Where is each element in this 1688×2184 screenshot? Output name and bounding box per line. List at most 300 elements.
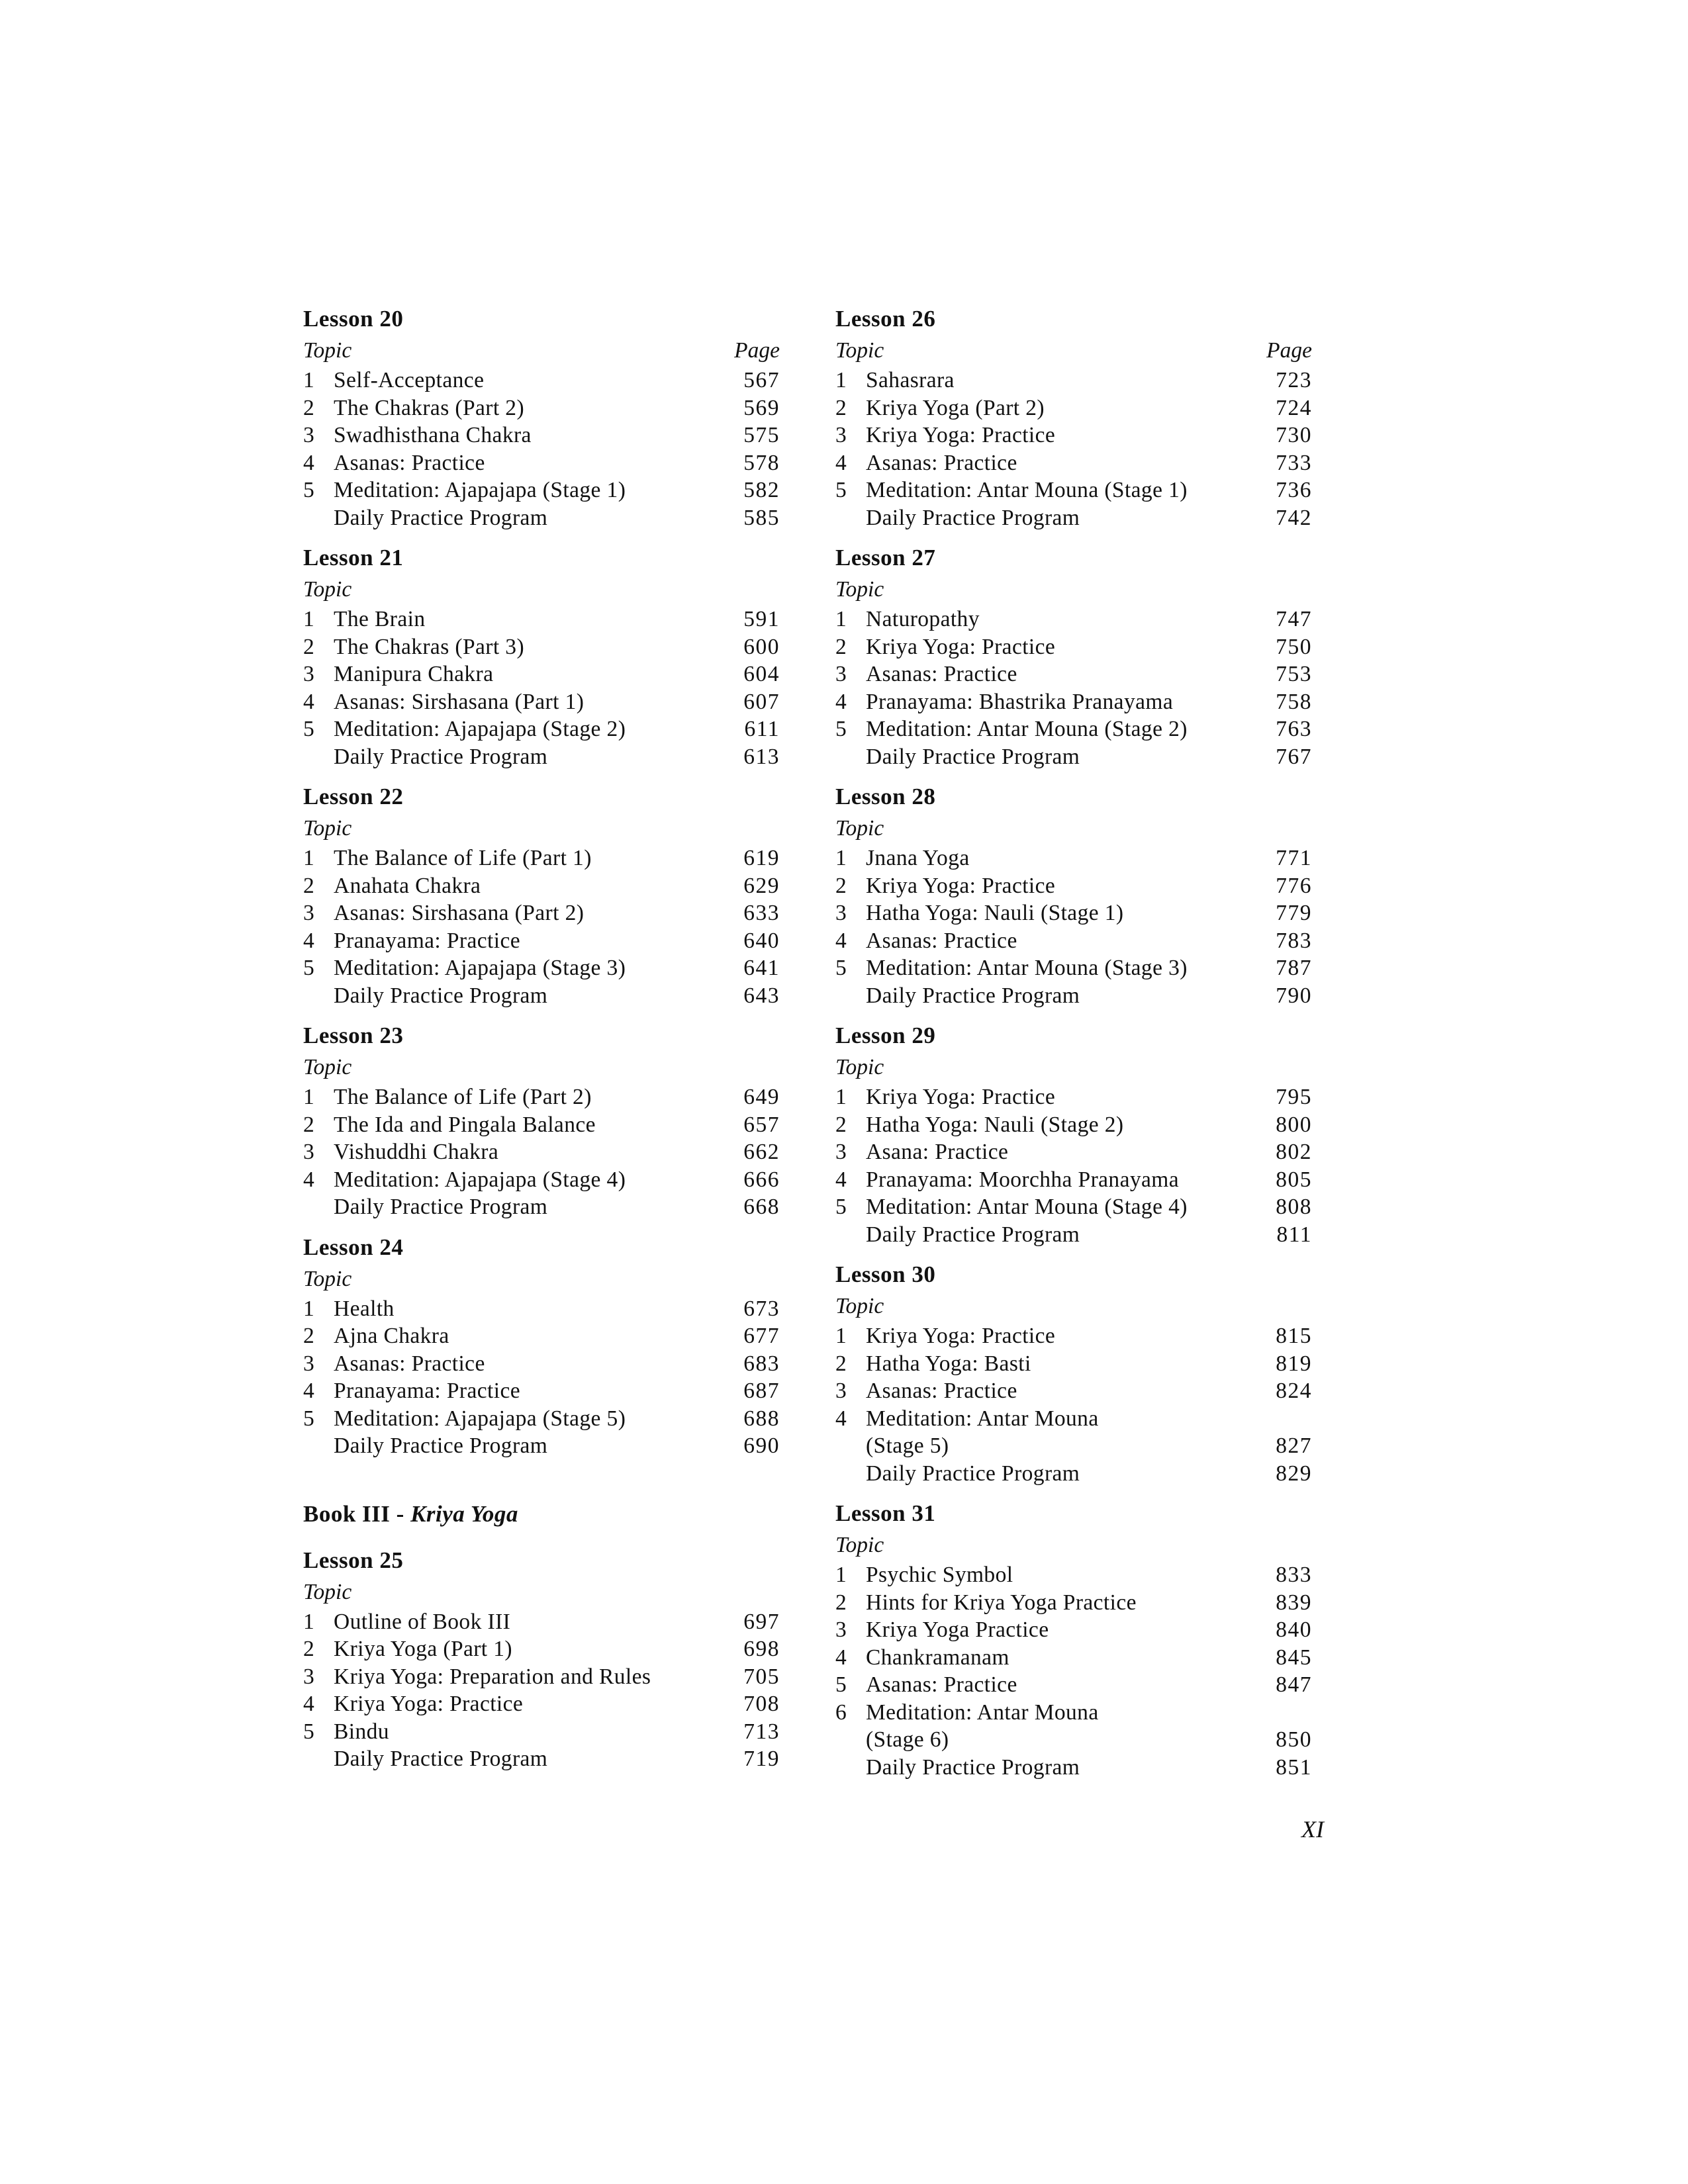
entry-number: 1 — [835, 1324, 847, 1348]
entry-title: Pranayama: Bhastrika Pranayama — [866, 689, 1174, 714]
entry-number: 2 — [835, 1112, 847, 1137]
toc-entry — [303, 1663, 780, 1691]
entry-title: Meditation: Ajapajapa (Stage 2) — [334, 717, 626, 741]
entry-page: 633 — [743, 901, 780, 925]
entry-title: Hatha Yoga: Basti — [866, 1351, 1031, 1376]
entry-title: Vishuddhi Chakra — [334, 1140, 499, 1164]
toc-entry — [835, 1561, 1312, 1589]
toc-entry — [303, 633, 780, 661]
entry-number: 3 — [303, 1351, 314, 1376]
entry-number: 1 — [303, 368, 314, 392]
entry-title: Sahasrara — [866, 368, 955, 392]
entry-title: Kriya Yoga: Practice — [866, 1324, 1056, 1348]
toc-entry — [303, 504, 780, 532]
entry-number: 1 — [303, 607, 314, 631]
topic-header — [303, 1576, 780, 1608]
entry-page: 763 — [1276, 717, 1312, 741]
entry-title: Health — [334, 1296, 395, 1321]
toc-entry — [303, 394, 780, 422]
entry-page: 611 — [744, 717, 780, 741]
topic-label: Topic — [835, 577, 884, 602]
toc-entry — [303, 954, 780, 982]
entry-page: 619 — [743, 846, 780, 870]
entry-title: Self-Acceptance — [334, 368, 485, 392]
toc-entry — [303, 1377, 780, 1405]
entry-title: The Chakras (Part 2) — [334, 395, 525, 420]
entry-number: 1 — [303, 846, 314, 870]
entry-number: 5 — [303, 478, 314, 502]
entry-page: 730 — [1276, 423, 1312, 447]
toc-entry — [303, 715, 780, 743]
entry-title: The Brain — [334, 607, 426, 631]
toc-entry — [835, 1616, 1312, 1644]
entry-page: 767 — [1276, 744, 1312, 769]
entry-page: 787 — [1276, 956, 1312, 980]
lesson-title: Lesson 25 — [303, 1547, 404, 1573]
entry-page: 847 — [1276, 1672, 1312, 1697]
entry-number: 5 — [303, 717, 314, 741]
entry-page: 839 — [1276, 1590, 1312, 1615]
lesson-block — [303, 1232, 780, 1460]
entry-page: 662 — [743, 1140, 780, 1164]
topic-label: Topic — [303, 1266, 352, 1291]
book-heading-title: Kriya Yoga — [410, 1500, 518, 1527]
entry-page: 591 — [743, 607, 780, 631]
entry-title: Hatha Yoga: Nauli (Stage 2) — [866, 1112, 1124, 1137]
toc-entry — [835, 982, 1312, 1010]
toc-entry — [303, 660, 780, 688]
toc-entry — [835, 1460, 1312, 1488]
entry-number: 3 — [303, 1140, 314, 1164]
entry-title: Daily Practice Program — [866, 1461, 1080, 1486]
entry-page: 600 — [743, 634, 780, 659]
toc-entry — [303, 422, 780, 449]
entry-page: 643 — [743, 983, 780, 1008]
topic-label: Topic — [303, 577, 352, 602]
toc-entry — [303, 1718, 780, 1746]
entry-number: 4 — [835, 928, 847, 953]
page-label: Page — [1266, 338, 1312, 363]
entry-title: Kriya Yoga: Practice — [866, 873, 1056, 898]
topic-label: Topic — [303, 816, 352, 841]
entry-title: Jnana Yoga — [866, 846, 970, 870]
lesson-block — [835, 781, 1312, 1009]
lesson-title: Lesson 23 — [303, 1023, 404, 1048]
entry-page: 776 — [1276, 873, 1312, 898]
lesson-block — [835, 1498, 1312, 1781]
entry-page: 668 — [743, 1195, 780, 1219]
lesson-title: Lesson 27 — [835, 545, 936, 570]
entry-title: Naturopathy — [866, 607, 980, 631]
topic-header — [835, 813, 1312, 844]
entry-page: 705 — [743, 1664, 780, 1689]
entry-page: 708 — [743, 1692, 780, 1716]
toc-entry — [835, 1671, 1312, 1699]
entry-page: 604 — [743, 662, 780, 686]
entry-page: 640 — [743, 928, 780, 953]
entry-page: 851 — [1276, 1754, 1312, 1780]
toc-entry — [835, 394, 1312, 422]
entry-title: Meditation: Antar Mouna (Stage 4) — [866, 1195, 1188, 1219]
entry-page: 800 — [1276, 1112, 1312, 1137]
entry-page: 795 — [1276, 1085, 1312, 1109]
toc-entry — [835, 688, 1312, 716]
entry-page: 657 — [743, 1112, 780, 1137]
entry-title: Swadhisthana Chakra — [334, 423, 532, 447]
toc-entry — [835, 367, 1312, 394]
entry-title: Pranayama: Practice — [334, 1379, 520, 1403]
entry-number: 5 — [835, 478, 847, 502]
toc-entry — [303, 1635, 780, 1663]
entry-title: Kriya Yoga: Preparation and Rules — [334, 1664, 651, 1689]
entry-page: 683 — [743, 1351, 780, 1376]
toc-entry — [835, 1111, 1312, 1139]
entry-number: 1 — [303, 1085, 314, 1109]
entry-title: Chankramanam — [866, 1645, 1009, 1670]
entry-number: 3 — [835, 662, 847, 686]
entry-number: 3 — [835, 901, 847, 925]
entry-title: Hatha Yoga: Nauli (Stage 1) — [866, 901, 1124, 925]
toc-entry — [835, 1699, 1312, 1727]
entry-title: Kriya Yoga: Practice — [866, 1085, 1056, 1109]
entry-page: 811 — [1276, 1222, 1312, 1247]
toc-entry — [303, 743, 780, 771]
entry-page: 666 — [743, 1167, 780, 1192]
topic-header — [835, 1529, 1312, 1561]
entry-title: Asanas: Practice — [334, 1351, 485, 1376]
entry-number: 1 — [835, 607, 847, 631]
toc-entry — [835, 1193, 1312, 1221]
entry-page: 677 — [743, 1324, 780, 1348]
toc-column-left — [303, 303, 780, 1784]
entry-number: 1 — [835, 368, 847, 392]
entry-number: 3 — [303, 423, 314, 447]
lesson-block — [303, 1545, 780, 1773]
topic-label: Topic — [835, 338, 884, 363]
toc-entry — [303, 1350, 780, 1378]
entry-number: 4 — [303, 1379, 314, 1403]
toc-entry — [835, 1221, 1312, 1249]
entry-number: 1 — [303, 1609, 314, 1634]
entry-page: 690 — [743, 1433, 780, 1458]
entry-title: Meditation: Antar Mouna (Stage 3) — [866, 956, 1188, 980]
entry-page: 641 — [743, 956, 780, 980]
entry-page: 753 — [1276, 662, 1312, 686]
entry-title: Daily Practice Program — [334, 1433, 548, 1458]
entry-number: 2 — [303, 1637, 314, 1661]
entry-number: 2 — [303, 873, 314, 898]
entry-number: 3 — [303, 901, 314, 925]
topic-header — [835, 335, 1312, 367]
book-heading-prefix: Book III - — [303, 1500, 411, 1527]
entry-title: Daily Practice Program — [334, 983, 548, 1008]
entry-page: 833 — [1276, 1563, 1312, 1587]
entry-number: 2 — [303, 1112, 314, 1137]
toc-entry — [835, 504, 1312, 532]
lesson-block — [303, 542, 780, 770]
toc-entry — [835, 1083, 1312, 1111]
toc-entry — [303, 1745, 780, 1773]
entry-page: 802 — [1276, 1140, 1312, 1164]
toc-entry — [303, 1193, 780, 1221]
entry-page: 827 — [1276, 1433, 1312, 1458]
entry-number: 1 — [835, 846, 847, 870]
entry-title: Asanas: Practice — [334, 450, 485, 475]
topic-label: Topic — [303, 1579, 352, 1604]
toc-entry — [835, 660, 1312, 688]
toc-entry — [303, 1295, 780, 1323]
entry-title: The Chakras (Part 3) — [334, 634, 525, 659]
entry-number: 2 — [835, 873, 847, 898]
toc-entry — [835, 633, 1312, 661]
entry-number: 3 — [303, 662, 314, 686]
entry-title: Daily Practice Program — [334, 744, 548, 769]
entry-number: 5 — [303, 956, 314, 980]
toc-entry — [303, 1322, 780, 1350]
toc-entry — [303, 1405, 780, 1433]
entry-number: 3 — [835, 423, 847, 447]
entry-page: 673 — [743, 1296, 780, 1321]
entry-title: Daily Practice Program — [866, 744, 1080, 769]
entry-title: Meditation: Antar Mouna — [866, 1700, 1099, 1725]
entry-title: Asanas: Practice — [866, 1379, 1017, 1403]
topic-header — [303, 1263, 780, 1295]
toc-entry — [303, 1166, 780, 1194]
toc-entry — [835, 872, 1312, 900]
entry-page: 724 — [1276, 395, 1312, 420]
toc-entry — [835, 1166, 1312, 1194]
entry-title: Meditation: Antar Mouna (Stage 2) — [866, 717, 1188, 741]
entry-page: 829 — [1276, 1461, 1312, 1486]
toc-entry — [303, 844, 780, 872]
entry-number: 5 — [835, 1195, 847, 1219]
lesson-block — [835, 542, 1312, 770]
toc-entry — [303, 1690, 780, 1718]
entry-title: The Ida and Pingala Balance — [334, 1112, 596, 1137]
toc-entry — [835, 606, 1312, 633]
entry-page: 747 — [1276, 607, 1312, 631]
lesson-title: Lesson 22 — [303, 784, 404, 809]
entry-number: 5 — [303, 1719, 314, 1744]
toc-entry — [303, 899, 780, 927]
toc-entry — [303, 606, 780, 633]
entry-title: Meditation: Antar Mouna — [866, 1406, 1099, 1431]
entry-title: Asanas: Sirshasana (Part 2) — [334, 901, 585, 925]
entry-page: 815 — [1276, 1324, 1312, 1348]
toc-entry — [835, 1405, 1312, 1433]
page-label: Page — [734, 338, 780, 363]
entry-title: Pranayama: Moorchha Pranayama — [866, 1167, 1179, 1192]
entry-page: 578 — [743, 450, 780, 475]
topic-label: Topic — [835, 1294, 884, 1318]
entry-number: 4 — [835, 1406, 847, 1431]
entry-number: 2 — [835, 395, 847, 420]
entry-number: 4 — [835, 689, 847, 714]
entry-page: 805 — [1276, 1167, 1312, 1192]
topic-header — [303, 813, 780, 844]
entry-title: Asanas: Practice — [866, 1672, 1017, 1697]
entry-page: 687 — [743, 1379, 780, 1403]
entry-page: 824 — [1276, 1379, 1312, 1403]
entry-number: 2 — [835, 1590, 847, 1615]
entry-page: 783 — [1276, 928, 1312, 953]
entry-page: 790 — [1276, 983, 1312, 1008]
lesson-block — [835, 1259, 1312, 1487]
toc-entry — [835, 743, 1312, 771]
entry-page: 723 — [1276, 368, 1312, 392]
toc-entry — [303, 1432, 780, 1460]
toc-entry — [303, 982, 780, 1010]
toc-entry — [835, 449, 1312, 477]
entry-page: 733 — [1276, 450, 1312, 475]
toc-entry — [303, 872, 780, 900]
entry-number: 4 — [303, 1692, 314, 1716]
topic-label: Topic — [303, 338, 352, 363]
entry-number: 1 — [835, 1085, 847, 1109]
entry-page: 688 — [743, 1406, 780, 1431]
toc-entry — [835, 1726, 1312, 1754]
toc-entry — [303, 477, 780, 504]
toc-entry — [303, 1138, 780, 1166]
entry-title: (Stage 6) — [866, 1727, 949, 1752]
entry-title: Meditation: Ajapajapa (Stage 1) — [334, 478, 626, 502]
entry-title: (Stage 5) — [866, 1433, 949, 1458]
entry-title: The Balance of Life (Part 2) — [334, 1085, 592, 1109]
entry-title: Psychic Symbol — [866, 1563, 1013, 1587]
entry-number: 1 — [835, 1563, 847, 1587]
entry-title: Bindu — [334, 1719, 389, 1744]
toc-entry — [835, 422, 1312, 449]
entry-title: Anahata Chakra — [334, 873, 481, 898]
entry-number: 4 — [835, 1167, 847, 1192]
entry-number: 4 — [835, 450, 847, 475]
entry-page: 613 — [743, 744, 780, 769]
entry-title: Asana: Practice — [866, 1140, 1009, 1164]
entry-page: 736 — [1276, 478, 1312, 502]
entry-number: 5 — [835, 717, 847, 741]
entry-title: Daily Practice Program — [866, 1222, 1080, 1247]
entry-title: Asanas: Practice — [866, 662, 1017, 686]
entry-title: Meditation: Ajapajapa (Stage 5) — [334, 1406, 626, 1431]
entry-page: 771 — [1276, 846, 1312, 870]
toc-entry — [835, 477, 1312, 504]
toc-entry — [835, 899, 1312, 927]
entry-title: Asanas: Practice — [866, 928, 1017, 953]
entry-number: 4 — [303, 1167, 314, 1192]
entry-number: 4 — [303, 928, 314, 953]
toc-entry — [303, 449, 780, 477]
topic-header — [835, 1052, 1312, 1083]
lesson-title: Lesson 29 — [835, 1023, 936, 1048]
toc-entry — [303, 1111, 780, 1139]
toc-entry — [835, 1377, 1312, 1405]
lesson-title: Lesson 21 — [303, 545, 404, 570]
entry-page: 840 — [1276, 1617, 1312, 1642]
entry-page: 719 — [743, 1747, 780, 1771]
topic-label: Topic — [835, 1533, 884, 1557]
topic-label: Topic — [835, 1055, 884, 1079]
topic-header — [835, 1291, 1312, 1322]
toc-entry — [303, 1083, 780, 1111]
lesson-title: Lesson 20 — [303, 306, 404, 332]
entry-number: 4 — [303, 450, 314, 475]
entry-page: 607 — [743, 689, 780, 714]
entry-number: 5 — [303, 1406, 314, 1431]
entry-title: Daily Practice Program — [334, 1195, 548, 1219]
entry-number: 3 — [835, 1617, 847, 1642]
entry-number: 3 — [835, 1140, 847, 1164]
toc-entry — [835, 1350, 1312, 1378]
page-number: XI — [1301, 1816, 1324, 1843]
toc-entry — [835, 927, 1312, 955]
entry-number: 2 — [835, 634, 847, 659]
toc-entry — [835, 1322, 1312, 1350]
entry-title: Daily Practice Program — [866, 1754, 1080, 1780]
entry-page: 819 — [1276, 1351, 1312, 1376]
entry-number: 2 — [303, 634, 314, 659]
book-heading — [303, 1498, 780, 1530]
lesson-title: Lesson 26 — [835, 306, 936, 332]
entry-title: The Balance of Life (Part 1) — [334, 846, 592, 870]
lesson-block — [303, 303, 780, 531]
entry-page: 845 — [1276, 1645, 1312, 1670]
entry-title: Meditation: Ajapajapa (Stage 3) — [334, 956, 626, 980]
topic-header — [835, 574, 1312, 606]
lesson-title: Lesson 30 — [835, 1261, 936, 1287]
entry-title: Ajna Chakra — [334, 1324, 449, 1348]
toc-entry — [303, 1608, 780, 1636]
entry-number: 2 — [303, 1324, 314, 1348]
entry-title: Manipura Chakra — [334, 662, 494, 686]
entry-number: 2 — [303, 395, 314, 420]
toc-column-right — [835, 303, 1312, 1792]
topic-label: Topic — [835, 816, 884, 841]
entry-title: Meditation: Ajapajapa (Stage 4) — [334, 1167, 626, 1192]
entry-title: Kriya Yoga (Part 1) — [334, 1637, 512, 1661]
entry-number: 4 — [835, 1645, 847, 1670]
entry-page: 575 — [743, 423, 780, 447]
entry-title: Asanas: Practice — [866, 450, 1017, 475]
lesson-title: Lesson 31 — [835, 1500, 936, 1526]
entry-number: 2 — [835, 1351, 847, 1376]
entry-page: 585 — [743, 505, 780, 530]
entry-number: 5 — [835, 1672, 847, 1697]
entry-page: 758 — [1276, 689, 1312, 714]
entry-page: 779 — [1276, 901, 1312, 925]
entry-page: 850 — [1276, 1727, 1312, 1752]
lesson-block — [303, 1020, 780, 1221]
entry-title: Meditation: Antar Mouna (Stage 1) — [866, 478, 1188, 502]
lesson-block — [303, 781, 780, 1009]
entry-page: 629 — [743, 873, 780, 898]
lesson-block — [835, 1020, 1312, 1248]
toc-entry — [303, 688, 780, 716]
toc-entry — [303, 927, 780, 955]
entry-title: Daily Practice Program — [866, 505, 1080, 530]
toc-entry — [835, 1644, 1312, 1672]
toc-entry — [835, 1754, 1312, 1782]
entry-page: 567 — [743, 368, 780, 392]
entry-page: 750 — [1276, 634, 1312, 659]
toc-entry — [835, 844, 1312, 872]
toc-entry — [835, 1589, 1312, 1617]
entry-page: 582 — [743, 478, 780, 502]
entry-page: 713 — [743, 1719, 780, 1744]
entry-page: 697 — [743, 1609, 780, 1634]
entry-number: 5 — [835, 956, 847, 980]
entry-title: Kriya Yoga: Practice — [334, 1692, 524, 1716]
topic-header — [303, 574, 780, 606]
